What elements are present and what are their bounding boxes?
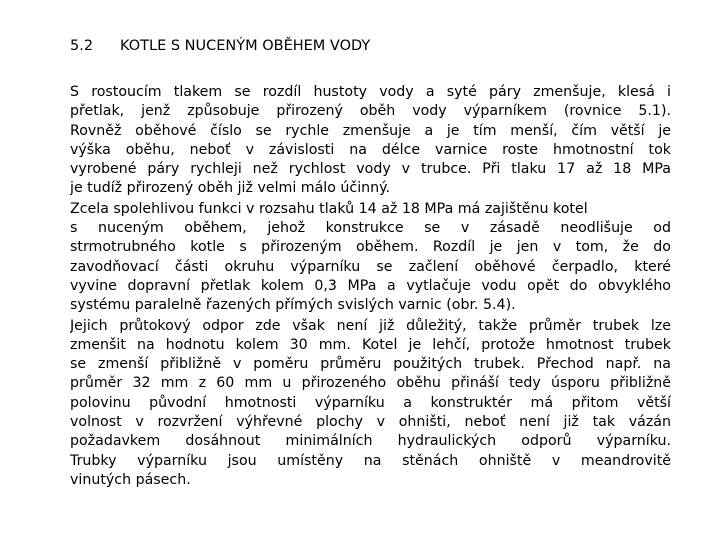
text-line: přetlak, jenž způsobuje přirozený oběh vody výparníkem (rovnice 5.1). bbox=[70, 103, 671, 120]
text-line: výška oběhu, neboť v závislosti na délce varnice roste hmotnostní tok bbox=[70, 141, 671, 158]
text-line: S rostoucím tlakem se rozdíl hustoty vody a syté páry zmenšuje, klesá i bbox=[70, 84, 671, 100]
text-line: vyrobené páry rychleji než rychlost vody v trubce. Při tlaku 17 až 18 MPa bbox=[70, 161, 671, 178]
text-line: je tudíž přirozený oběh již velmi málo účinný. bbox=[70, 180, 391, 197]
paragraph-3 bbox=[70, 317, 671, 491]
section-number: 5.2 bbox=[70, 38, 94, 54]
text-line: průměr 32 mm z 60 mm u přirozeného oběhu přináší tedy úsporu přibližně bbox=[70, 375, 671, 392]
text-line: se zmenší přibližně v poměru průměru použitých trubek. Přechod např. na bbox=[70, 356, 671, 373]
text-line: požadavkem dosáhnout minimálních hydraulických odporů výparníku. bbox=[70, 433, 671, 450]
text-line: strmotrubného kotle s přirozeným oběhem. Rozdíl je jen v tom, že do bbox=[70, 239, 671, 256]
body-text bbox=[70, 83, 671, 491]
text-line: Zcela spolehlivou funkci v rozsahu tlaků 14 až 18 MPa má zajištěnu kotel bbox=[70, 200, 588, 217]
paragraph-2 bbox=[70, 200, 671, 316]
text-line: systému paralelně řazených přímých svislých varnic (obr. 5.4). bbox=[70, 297, 516, 314]
text-line: zmenšit na hodnotu kolem 30 mm. Kotel je lehčí, protože hmotnost trubek bbox=[70, 336, 671, 353]
text-line: Jejich průtokový odpor zde však není již důležitý, takže průměr trubek lze bbox=[70, 317, 671, 334]
text-line: volnost v rozvržení výhřevné plochy v ohništi, neboť není již tak vázán bbox=[70, 414, 671, 431]
text-line: Trubky výparníku jsou umístěny na stěnách ohniště v meandrovitě bbox=[70, 452, 671, 469]
text-line: zavodňovací části okruhu výparníku se začlení oběhové čerpadlo, které bbox=[70, 258, 671, 275]
text-line: vyvine dopravní přetlak kolem 0,3 MPa a vytlačuje vodu opět do obvyklého bbox=[70, 277, 671, 294]
paragraph-1 bbox=[70, 83, 671, 199]
text-line: s nuceným oběhem, jehož konstrukce se v zásadě neodlišuje od bbox=[70, 220, 671, 237]
text-line: Rovněž oběhové číslo se rychle zmenšuje a je tím menší, čím větší je bbox=[70, 122, 671, 139]
text-line: polovinu původní hmotnosti výparníku a konstruktér má přitom větší bbox=[70, 394, 671, 411]
text-line: vinutých pásech. bbox=[70, 471, 191, 488]
section-title: KOTLE S NUCENÝM OBĚHEM VODY bbox=[120, 38, 371, 54]
section-heading bbox=[70, 36, 370, 56]
